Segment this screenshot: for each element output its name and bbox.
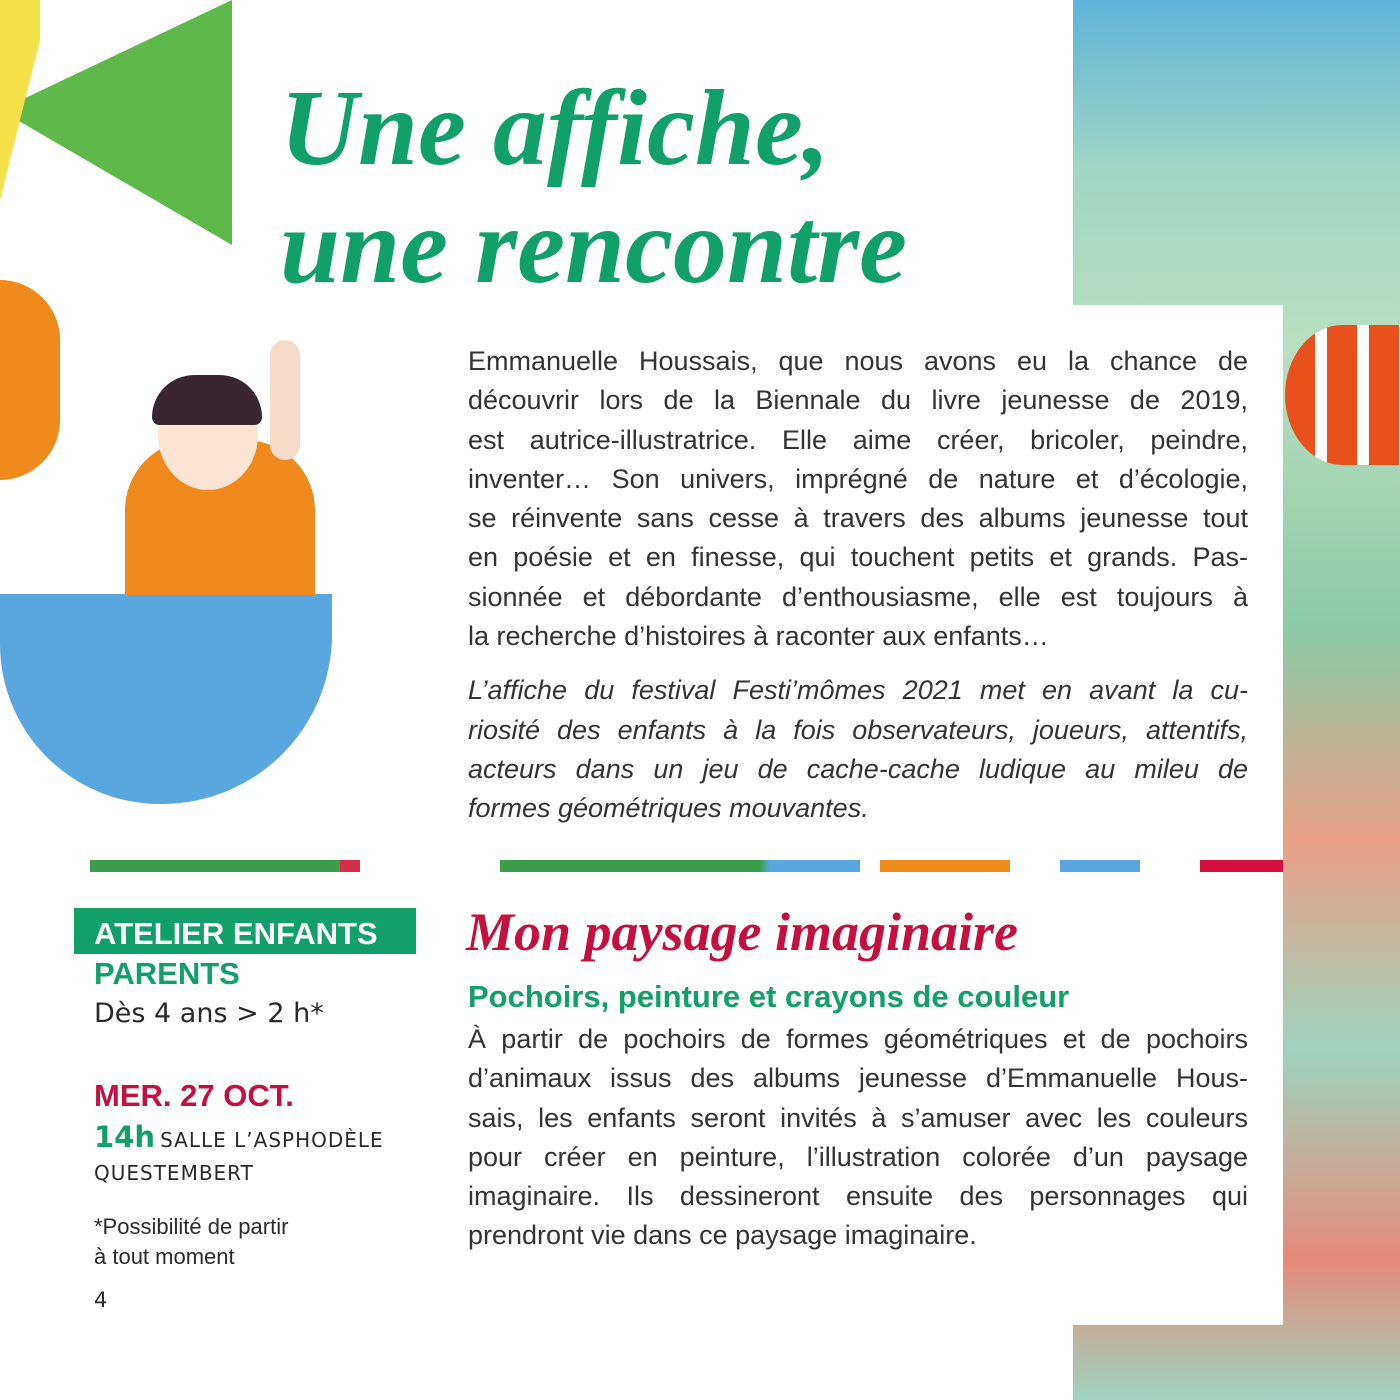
text-line: en poésie et en finesse, qui touchent petits et grands. Pas- <box>468 542 1248 573</box>
text-line: est autrice-illustratrice. Elle aime créer, bricoler, peindre, <box>468 424 1248 455</box>
age-duration: Dès 4 ans > 2 h* <box>94 998 324 1029</box>
event-time: 14h <box>94 1120 156 1154</box>
text-line: sais, les enfants seront invités à s’amuser avec les couleurs <box>468 1102 1248 1133</box>
blue-half-bowl <box>0 594 332 804</box>
clownfish-illustration <box>1285 325 1400 465</box>
title-line-2: une rencontre <box>280 187 908 306</box>
child-illustration <box>120 340 320 595</box>
event-city: QUESTEMBERT <box>94 1161 254 1185</box>
text-line: pour créer en peinture, l’illustration colorée d’un paysage <box>468 1141 1248 1172</box>
text-line: formes géométriques mouvantes. <box>468 793 869 824</box>
page-number: 4 <box>94 1288 108 1312</box>
text-line: imaginaire. Ils dessineront ensuite des personnages qui <box>468 1181 1248 1212</box>
text-line: Emmanuelle Houssais, que nous avons eu la chance de <box>468 346 1248 376</box>
text-line: À partir de pochoirs de formes géométriques et de pochoirs <box>468 1024 1248 1054</box>
text-line: riosité des enfants à la fois observateurs, joueurs, attentifs, <box>468 714 1248 745</box>
workshop-description <box>468 1020 1248 1256</box>
text-line: L’affiche du festival Festi’mômes 2021 met en avant la cu- <box>468 675 1248 706</box>
text-line: inventer… Son univers, imprégné de nature et d’écologie, <box>468 463 1248 494</box>
text-line: sionnée et débordante d’enthousiasme, elle est toujours à <box>468 581 1248 612</box>
text-line: découvrir lors de la Biennale du livre jeunesse de 2019, <box>468 385 1248 416</box>
event-note <box>94 1212 288 1272</box>
text-line: prendront vie dans ce paysage imaginaire. <box>468 1220 977 1251</box>
event-time-venue <box>94 1120 384 1154</box>
note-line: à tout moment <box>94 1244 235 1269</box>
page-title <box>280 70 1070 306</box>
text-line: se réinvente sans cesse à travers des albums jeunesse tout <box>468 503 1248 534</box>
colorful-divider-strip <box>0 860 1283 872</box>
note-line: *Possibilité de partir <box>94 1214 289 1239</box>
text-line: la recherche d’histoires à raconter aux enfants… <box>468 621 1049 652</box>
workshop-subtitle: Pochoirs, peinture et crayons de couleur <box>468 979 1070 1014</box>
event-category <box>94 914 378 994</box>
text-line: acteurs dans un jeu de cache-cache ludique au mileu de <box>468 753 1248 784</box>
orange-half-circle <box>0 280 60 480</box>
category-line-2: PARENTS <box>94 956 240 991</box>
title-line-1: Une affiche, <box>280 69 830 188</box>
event-venue: SALLE L’ASPHODÈLE <box>160 1128 384 1152</box>
workshop-title: Mon paysage imaginaire <box>466 902 1019 962</box>
intro-text <box>468 342 1248 829</box>
event-date: MER. 27 OCT. <box>94 1078 294 1113</box>
text-line: d’animaux issus des albums jeunesse d’Emmanuelle Hous- <box>468 1063 1248 1094</box>
category-line-1: ATELIER ENFANTS <box>94 916 378 951</box>
